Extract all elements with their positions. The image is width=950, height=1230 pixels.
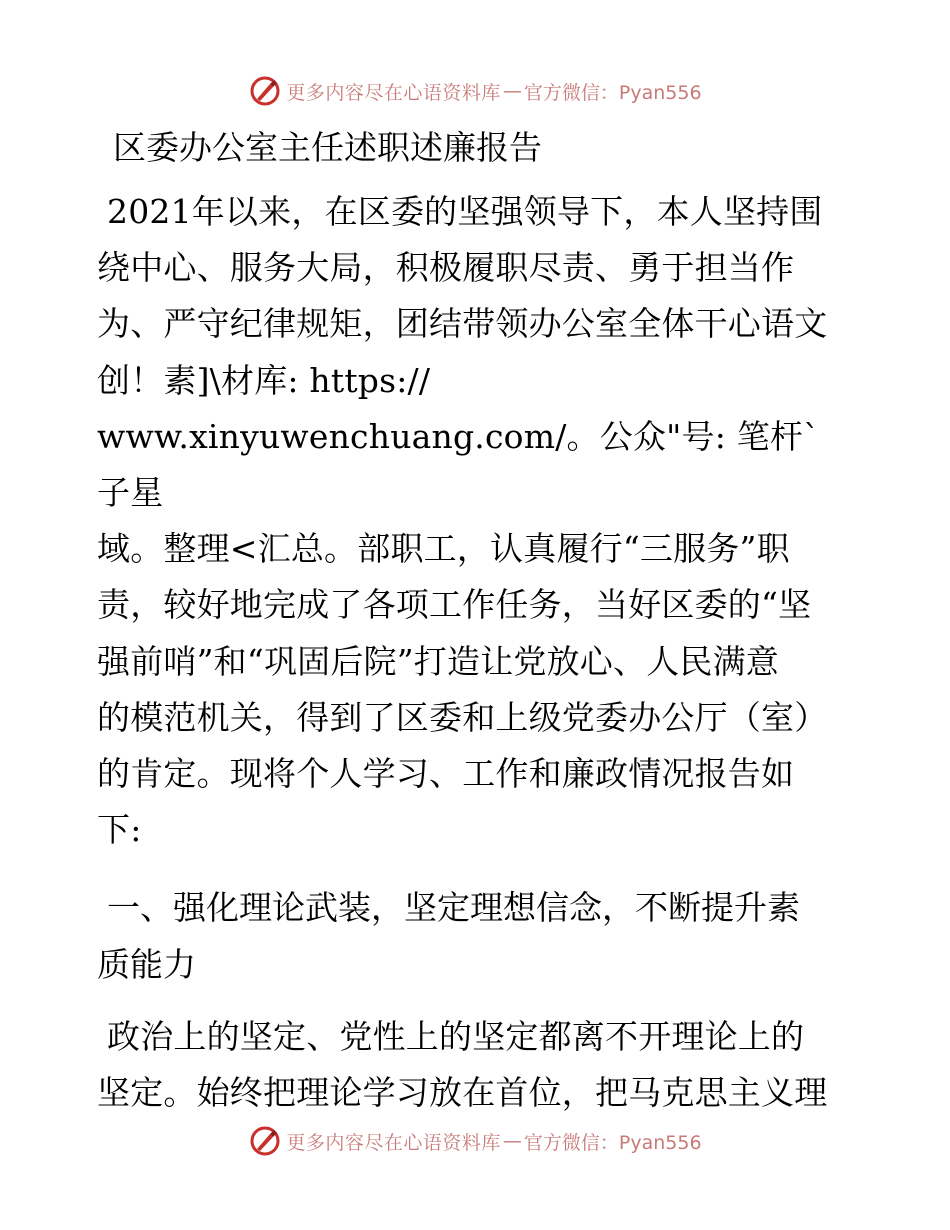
- paragraph-line: 的模范机关，得到了区委和上级党委办公厅（室）: [97, 697, 828, 737]
- watermark-footer: [0, 1121, 950, 1161]
- paragraph-2: [97, 1009, 853, 1121]
- watermark-header: [0, 71, 950, 111]
- watermark-text: 更多内容尽在心语资料库: [286, 1131, 501, 1154]
- section-heading-1: [97, 880, 853, 992]
- paragraph-line: 为、严守纪律规矩，团结带领办公室全体干心语文: [97, 304, 828, 344]
- pen-logo-icon: [248, 1124, 282, 1158]
- paragraph-line: 域。整理<汇总。部职工，认真履行“三服务”职: [97, 529, 790, 569]
- pen-logo-icon: [248, 74, 282, 108]
- paragraph-line: 强前哨”和“巩固后院”打造让党放心、人民满意: [97, 641, 780, 681]
- watermark-wechat: 官方微信：Pyan556: [523, 81, 702, 104]
- document-body: [97, 122, 853, 1121]
- watermark-text: 更多内容尽在心语资料库: [286, 81, 501, 104]
- paragraph-1: [97, 184, 853, 858]
- paragraph-line: 2021年以来，在区委的坚强领导下，本人坚持围: [107, 192, 823, 231]
- watermark-separator: —: [502, 1130, 522, 1152]
- watermark-wechat: 官方微信：Pyan556: [523, 1131, 702, 1154]
- paragraph-line: 创！素]\材库: https://: [97, 360, 431, 400]
- paragraph-line: 下:: [97, 810, 142, 850]
- heading-line: 一、强化理论武装，坚定理想信念，不断提升素: [107, 888, 800, 928]
- paragraph-line: 政治上的坚定、党性上的坚定都离不开理论上的: [107, 1016, 805, 1056]
- paragraph-line: 坚定。始终把理论学习放在首位，把马克思主义理: [97, 1073, 828, 1113]
- document-title: 区委办公室主任述职述廉报告: [113, 128, 542, 167]
- spacer: [97, 858, 853, 880]
- paragraph-line: 绕中心、服务大局，积极履职尽责、勇于担当作: [97, 248, 795, 288]
- paragraph-line: www.xinyuwenchuang.com/。公众"号: 笔杆`子星: [97, 416, 820, 513]
- paragraph-line: 的肯定。现将个人学习、工作和廉政情况报告如: [97, 754, 795, 794]
- heading-line: 质能力: [97, 944, 196, 984]
- paragraph-line: 责，较好地完成了各项工作任务，当好区委的“坚: [97, 585, 812, 625]
- watermark-separator: —: [502, 80, 522, 102]
- spacer: [97, 993, 853, 1009]
